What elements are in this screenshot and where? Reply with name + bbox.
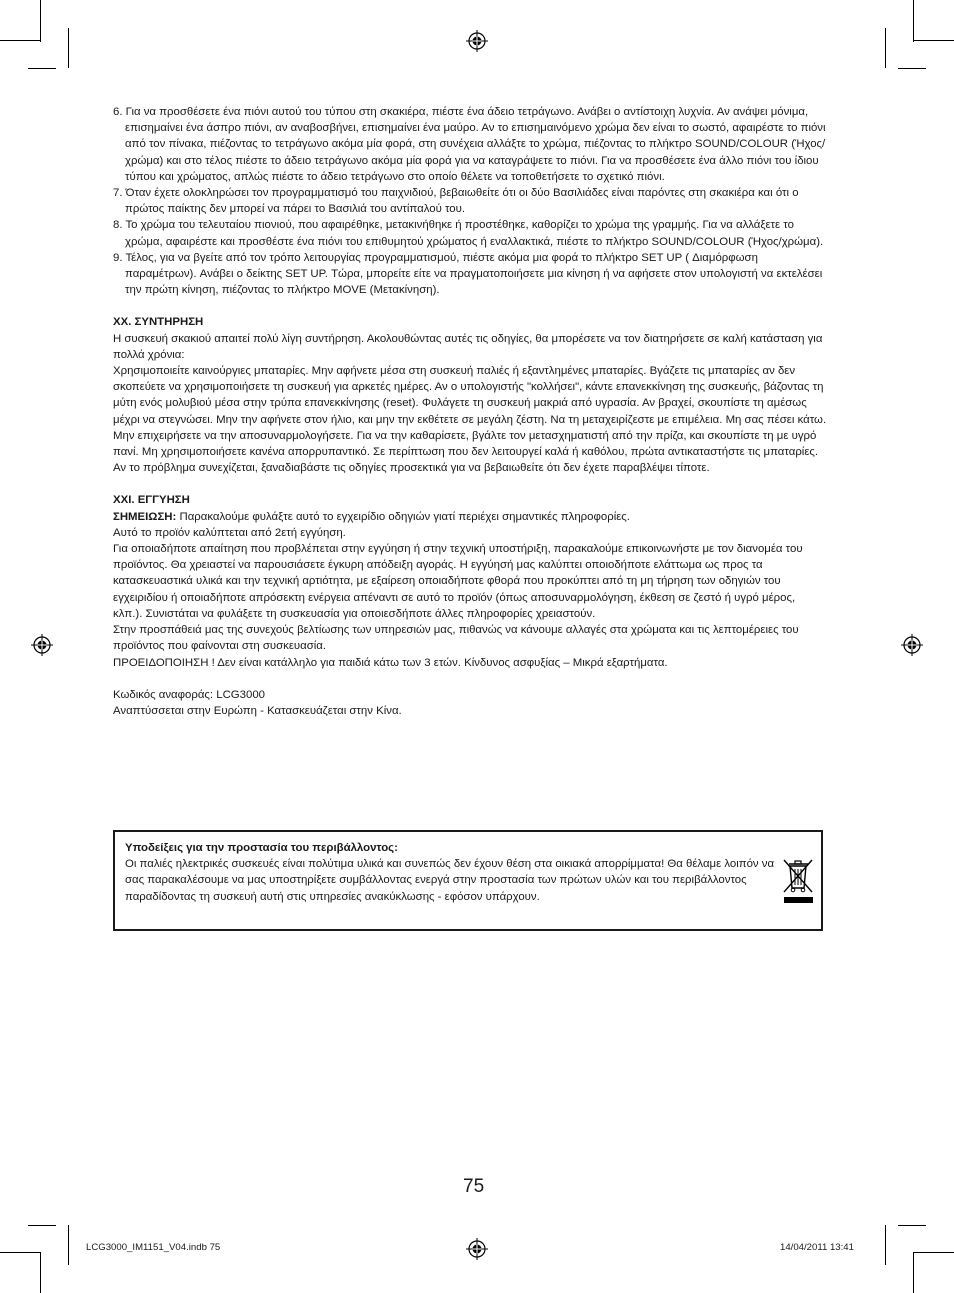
registration-mark-icon — [901, 634, 923, 656]
section-heading: XX. ΣΥΝΤΗΡΗΣΗ — [113, 316, 204, 329]
crossed-bin-icon — [781, 858, 815, 906]
paragraph: Στην προσπάθειά μας της συνεχούς βελτίωσης των υπηρεσιών μας, πιθανώς να κάνουμε αλλαγές στα χρώματα και τις λεπτομέρειες του προϊόντος που φαίνονται στη συσκευασία. — [113, 624, 799, 653]
crop-mark — [898, 1225, 926, 1226]
crop-mark — [28, 1225, 56, 1226]
list-item: 6. Για να προσθέσετε ένα πιόνι αυτού του τύπου στη σκακιέρα, πιέστε ένα άδειο τετράγωνο. Ανάβει ο αντίστοιχη λυχνία. Αν ανάψει μόνιμα, επισημαίνει ένα άσπρο πιόνι, αν αναβοσβήνει, επισημαίνει ένα μαύρο. Αν το επισημαινόμενο χρώμα δεν είναι το σωστό, αφαιρέστε το πιόνι από τον πίνακα, πιέζοντας το τετράγωνο ακόμα μία φορά, στη συνέχεια αλλάξτε το χρώμα, πιέζοντας το πλήκτρο SOUND/COLOUR (Ήχος/χρώμα) και στο τέλος πιέστε το άδειο τετράγωνο ακόμα μία φορά για να καταγράψετε το πιόνι. Για να προσθέσετε ένα άλλο πιόνι του ίδιου τύπου και χρώματος, απλώς πιέστε το άδειο τετράγωνο στο οποίο θέλετε να τοποθετήσετε το σχετικό πιόνι. — [113, 106, 826, 183]
crop-mark — [914, 1252, 954, 1253]
footer-file-name: LCG3000_IM1151_V04.indb 75 — [86, 1242, 221, 1253]
crop-mark — [40, 0, 41, 42]
page-content — [113, 104, 827, 719]
environment-title: Υποδείξεις για την προστασία του περιβάλλοντος: — [125, 842, 398, 854]
crop-mark — [885, 1225, 886, 1265]
crop-mark — [885, 28, 886, 68]
reference-code: Κωδικός αναφοράς: LCG3000 — [113, 688, 265, 701]
footer-timestamp: 14/04/2011 13:41 — [780, 1242, 854, 1253]
note-label: ΣΗΜΕΙΩΣΗ: — [113, 510, 177, 523]
crop-mark — [913, 1252, 914, 1293]
crop-mark — [913, 0, 914, 42]
crop-mark — [0, 1252, 40, 1253]
registration-mark-icon — [31, 634, 53, 656]
environment-text: Οι παλιές ηλεκτρικές συσκευές είναι πολύτιμα υλικά και συνεπώς δεν έχουν θέση στα οικιακά απορρίμματα! Θα θέλαμε λοιπόν να σας παρακαλέσουμε να μας υποστηρίξετε συμβάλλοντας ενεργά στην προστασία των πρώτων υλών και του περιβάλλοντος παραδίδοντας τη συσκευή αυτή στις υπηρεσίες ανακύκλωσης - εφόσον υπάρχουν. — [125, 858, 775, 903]
warning-paragraph: ΠΡΟΕΙΔΟΠΟΙΗΣΗ ! Δεν είναι κατάλληλο για παιδιά κάτω των 3 ετών. Κίνδυνος ασφυξίας – Μικρά εξαρτήματα. — [113, 656, 668, 669]
page-number: 75 — [463, 1176, 485, 1197]
registration-mark-icon — [466, 1238, 488, 1260]
maintenance-section — [113, 314, 827, 476]
warranty-section — [113, 492, 827, 719]
registration-mark-icon — [466, 30, 488, 52]
list-item: 7. Όταν έχετε ολοκληρώσει τον προγραμματισμό του παιχνιδιού, βεβαιωθείτε ότι οι δύο Βασιλιάδες είναι παρόντες στη σκακιέρα και ότι ο πρώτος παίκτης δεν μπορεί να πάρει το Βασιλιά του αντίπαλού του. — [113, 187, 799, 216]
list-item: 9. Τέλος, για να βγείτε από τον τρόπο λειτουργίας προγραμματισμού, πιέστε ακόμα μια φορά το πλήκτρο SET UP ( Διαμόρφωση παραμέτρων). Ανάβει ο δείκτης SET UP. Τώρα, μπορείτε είτε να πραγματοποιήσετε μια κίνηση ή να αφήσετε στον υπολογιστή να εκτελέσει την πρώτη κίνηση, πιέζοντας το πλήκτρο MOVE (Μετακίνηση). — [113, 251, 823, 297]
paragraph: Η συσκευή σκακιού απαιτεί πολύ λίγη συντήρηση. Ακολουθώντας αυτές τις οδηγίες, θα μπορέσετε να τον διατηρήσετε σε καλή κατάσταση για πολλά χρόνια: — [113, 332, 823, 361]
crop-mark — [28, 68, 56, 69]
crop-mark — [40, 1252, 41, 1293]
crop-mark — [0, 40, 40, 41]
section-heading: XXI. ΕΓΓΥΗΣΗ — [113, 494, 190, 507]
crop-mark — [68, 1225, 69, 1265]
paragraph: Χρησιμοποιείτε καινούργιες μπαταρίες. Μην αφήνετε μέσα στη συσκευή παλιές ή εξαντλημένες μπαταρίες. Βγάζετε τις μπαταρίες αν δεν σκοπεύετε να χρησιμοποιήσετε τη συσκευή για αρκετές ημέρες. Αν ο υπολογιστής "κολλήσει", κάντε επανεκκίνηση της συσκευής, βάζοντας τη μύτη ενός μολυβιού μέσα στην τρύπα επανεκκίνησης (reset). Φυλάγετε τη συσκευή μακριά από υγρασία. Αν βραχεί, σκουπίστε τη αμέσως μέχρι να στεγνώσει. Μην την αφήνετε στον ήλιο, και μην την εκθέτετε σε μεγάλη ζέστη. Να τη μεταχειρίζεστε με επιμέλεια. Μη σας πέσει κάτω. Μην επιχειρήσετε να την αποσυναρμολογήσετε. Για να την καθαρίσετε, βγάλτε τον μετασχηματιστή από την πρίζα, και σκουπίστε τη με υγρό πανί. Μη χρησιμοποιήσετε κανένα απορρυπαντικό. Σε περίπτωση που δεν λειτουργεί καλά ή καθόλου, πρώτα αντικαταστήστε τις μπαταρίες. Αν το πρόβλημα συνεχίζεται, ξαναδιαβάστε τις οδηγίες προσεκτικά για να βεβαιωθείτε ότι δεν έχετε παραβλέψει τίποτε. — [113, 365, 827, 475]
crop-mark — [914, 40, 954, 41]
note-text: Παρακαλούμε φυλάξτε αυτό το εγχειρίδιο οδηγιών γιατί περιέχει σημαντικές πληροφορίες. — [176, 510, 630, 523]
paragraph: Για οποιαδήποτε απαίτηση που προβλέπεται στην εγγύηση ή στην τεχνική υποστήριξη, παρακαλούμε επικοινωνήστε με τον διανομέα του προϊόντος. Θα χρειαστεί να παρουσιάσετε έγκυρη απόδειξη αγοράς. Η εγγύησή μας καλύπτει οποιοδήποτε ελάττωμα ως προς τα κατασκευαστικά υλικά και την τεχνική αρτιότητα, με εξαίρεση οποιαδήποτε φθορά που προκύπτει από τη μη τήρηση των οδηγιών του εγχειριδίου ή οποιαδήποτε απρόσεκτη ενέργεια απέναντι σε αυτό το προϊόν (όπως αποσυναρμολόγηση, έκθεση σε ζεστό ή υγρό μέρος, κλπ.). Συνιστάται να φυλάξετε τη συσκευασία για οποιεσδήποτε άλλες πληροφορίες χρειαστούν. — [113, 543, 803, 620]
crop-mark — [898, 68, 926, 69]
environment-notice-box — [113, 830, 823, 931]
list-item: 8. Το χρώμα του τελευταίου πιονιού, που αφαιρέθηκε, μετακινήθηκε ή προστέθηκε, καθορίζει το χρώμα της γραμμής. Για να αλλάξετε το χρώμα, αφαιρέστε και προσθέστε ένα πιόνι του επιθυμητού χρώματος ή εναλλακτικά, πιέστε το πλήκτρο SOUND/COLOUR (Ήχος/χρώμα). — [113, 219, 824, 248]
note-paragraph — [113, 509, 827, 525]
origin-text: Αναπτύσσεται στην Ευρώπη - Κατασκευάζεται στην Κίνα. — [113, 704, 402, 717]
spacer — [113, 671, 827, 687]
paragraph: Αυτό το προϊόν καλύπτεται από 2ετή εγγύηση. — [113, 526, 346, 539]
crop-mark — [68, 28, 69, 68]
